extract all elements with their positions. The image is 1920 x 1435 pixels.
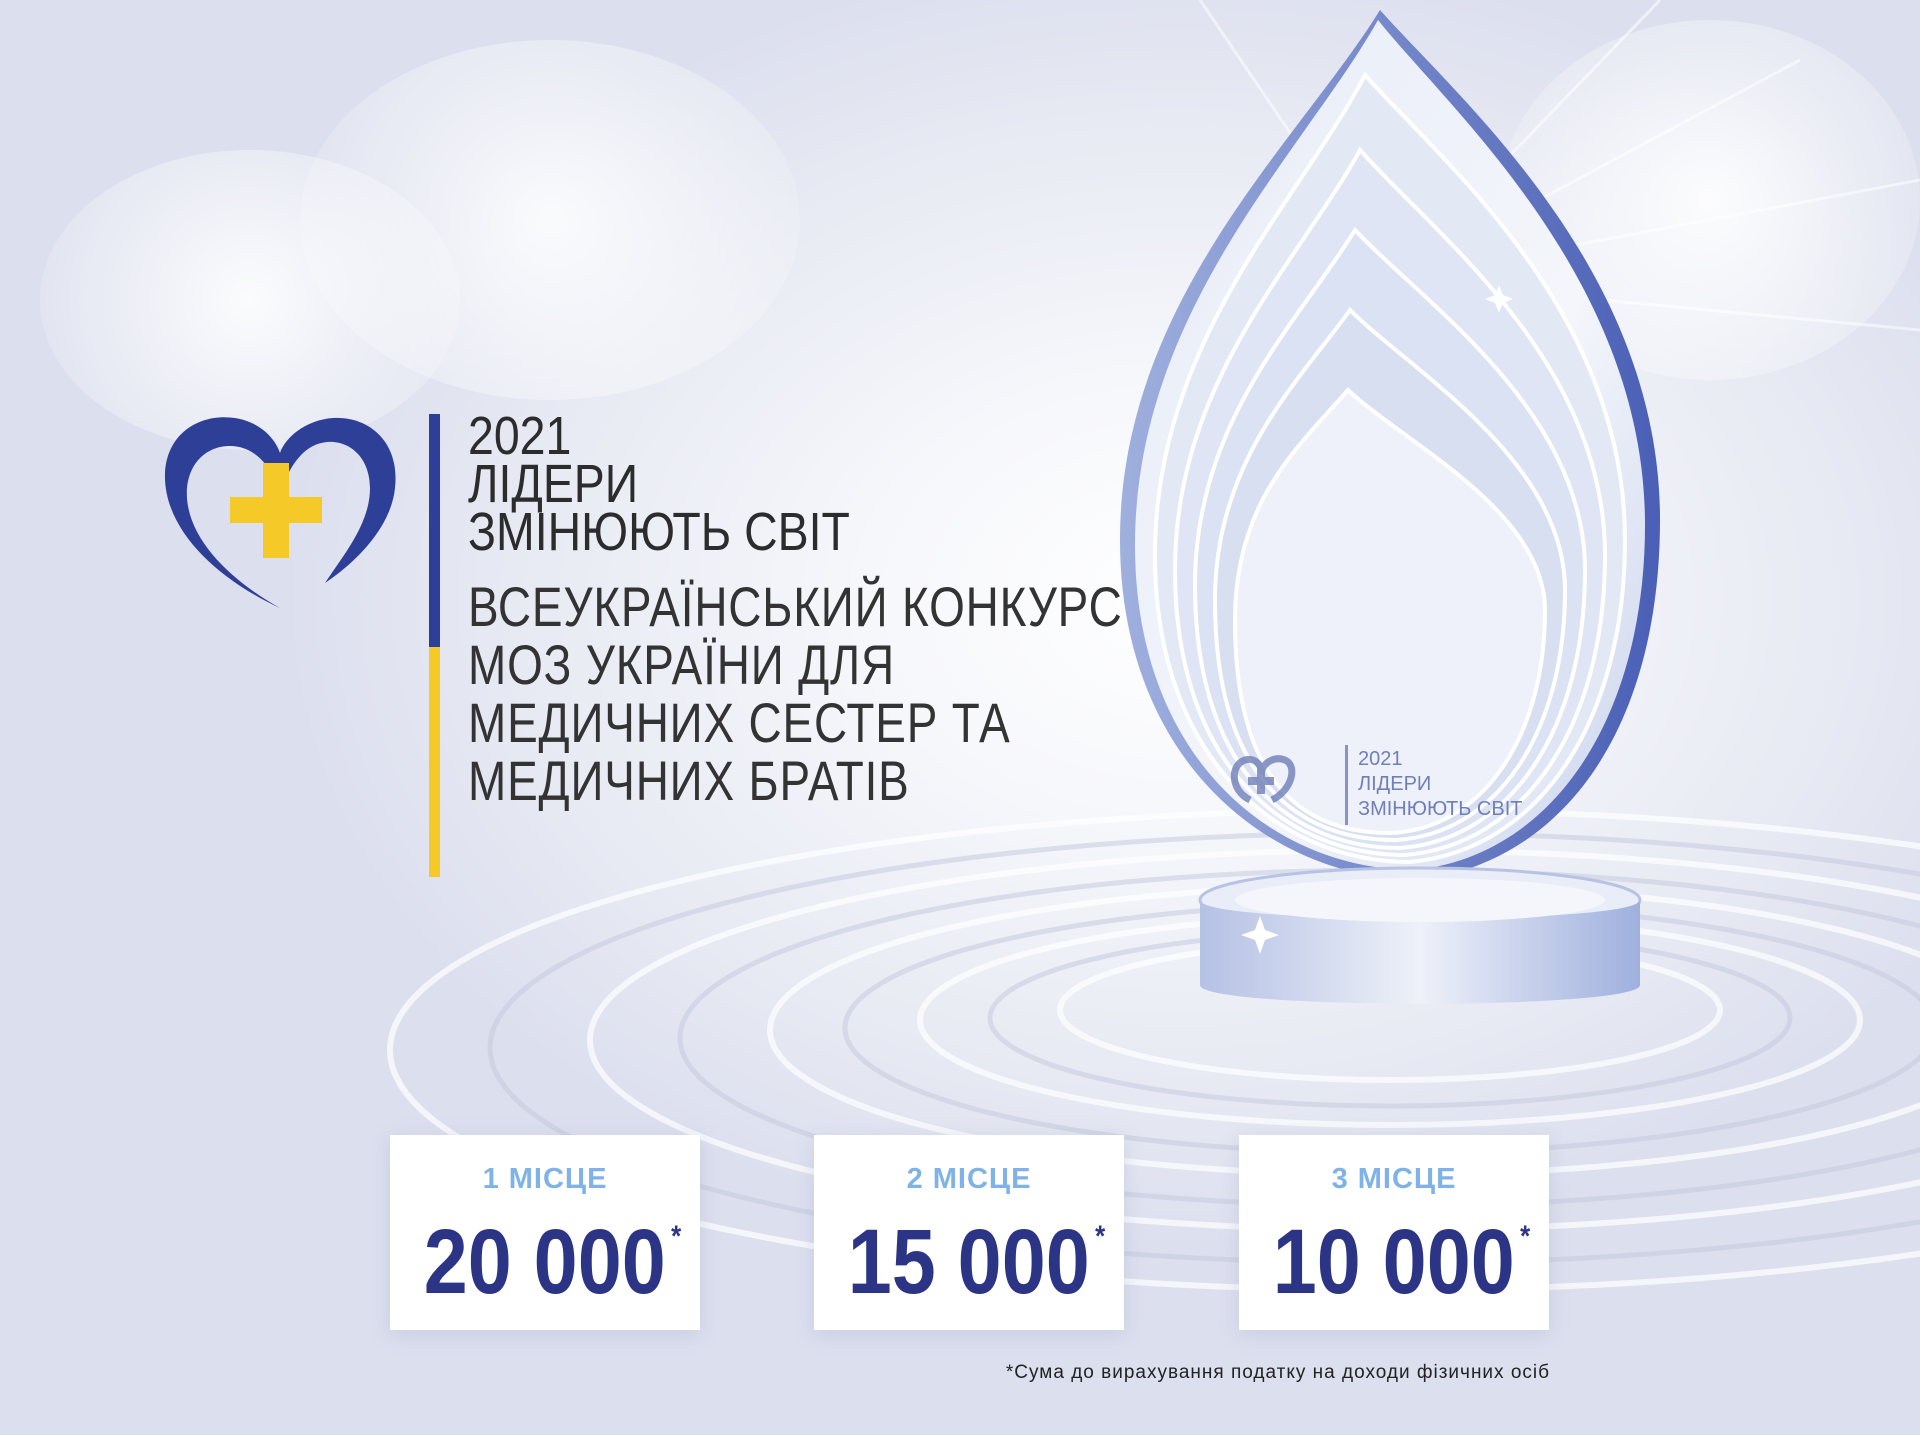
footnote-mark: * [1520,1220,1531,1253]
prize-card-2 [814,1135,1124,1330]
subtitle-line: МОЗ УКРАЇНИ ДЛЯ [468,633,895,696]
bokeh-light [40,150,460,450]
subtitle-line: ВСЕУКРАЇНСЬКИЙ КОНКУРС [468,575,1123,638]
prize-amount-value: 10 000 [1272,1211,1515,1313]
prize-amount [847,1210,1106,1315]
prize-amount [423,1210,682,1315]
title-line-2: ЗМІНЮЮТЬ СВІТ [468,502,850,562]
divider-blue [429,414,440,647]
bokeh-light [300,40,800,400]
footnote-mark: * [1095,1220,1106,1253]
title-line-1: ЛІДЕРИ [468,454,639,514]
subtitle [468,575,1123,812]
trophy-image [1100,0,1740,1040]
prize-place: 3 МІСЦЕ [1331,1163,1457,1195]
subtitle-line: МЕДИЧНИХ БРАТІВ [468,749,910,812]
prize-place: 2 МІСЦЕ [906,1163,1032,1195]
footnote-mark: * [671,1220,682,1253]
divider-yellow [429,647,440,877]
trophy-year: 2021 [1358,748,1403,770]
trophy-line-2: ЗМІНЮЮТЬ СВІТ [1358,798,1523,820]
subtitle-line: МЕДИЧНИХ СЕСТЕР ТА [468,691,1011,754]
heart-cross-logo [155,408,405,613]
prize-amount [1272,1210,1531,1315]
prize-card-3 [1239,1135,1549,1330]
prize-card-1 [390,1135,700,1330]
prize-place: 1 МІСЦЕ [482,1163,608,1195]
prize-amount-value: 20 000 [423,1211,666,1313]
trophy-line-1: ЛІДЕРИ [1358,773,1432,795]
prize-amount-value: 15 000 [847,1211,1090,1313]
footnote: *Сума до вирахування податку на доходи фізичних осіб [1005,1362,1550,1383]
title-year: 2021 [468,406,572,466]
